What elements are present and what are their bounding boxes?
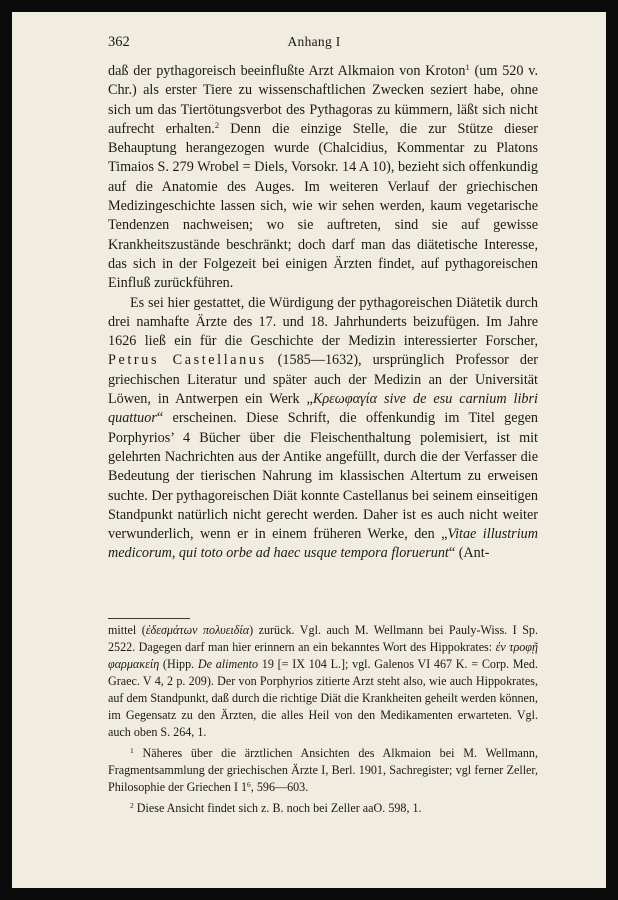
footnote-mark: 2 bbox=[130, 801, 134, 810]
book-page bbox=[12, 12, 606, 888]
running-title: Anhang I bbox=[287, 34, 341, 49]
text-span: (Hipp. bbox=[159, 657, 198, 671]
text-span: “ (Ant- bbox=[448, 545, 490, 562]
footnote-rule bbox=[108, 618, 190, 619]
text-span: Diese Ansicht findet sich z. B. noch bei Zeller aaO. 598, 1. bbox=[133, 801, 422, 815]
page-number: 362 bbox=[108, 34, 130, 50]
text-span: (um 520 v. Chr.) als erster Tiere zu wissenschaftlichen Zwecken seziert habe, ohne sich um das Tiertötungsverbot des Pythagoras zu kümmern, läßt sich nicht aufrecht erhalten. bbox=[108, 63, 538, 137]
text-span: ) zurück. Vgl. auch M. Wellmann bei Pauly-Wiss. I Sp. 2522. Dagegen darf man hier erinnern an ein bekanntes Wort des Hippokrates: bbox=[108, 623, 538, 654]
work-title: Κρεωφαγία sive de esu carnium libri quattuor bbox=[108, 391, 538, 427]
main-text bbox=[108, 62, 538, 564]
text-span: daß der pythagoreisch beeinflußte Arzt Alkmaion von Kroton bbox=[108, 63, 466, 79]
text-span: , 596—603. bbox=[250, 780, 309, 794]
paragraph-castellanus bbox=[108, 294, 538, 564]
footnote-2 bbox=[108, 800, 538, 817]
text-span: Denn die einzige Stelle, die zur Stütze dieser Behauptung herangezogen wurde (Chalcidius, Kommentar zu Platons Timaios S. 279 Wrobel = Diels, Vorsokr. 14 A 10), bezieht sich offenkundig auf die Anatomie des Auges. Im weiteren Verlauf der griechischen Medizingeschichte lassen sich, wie wir sehen werden, kaum vegetarische Tendenzen nachweisen; wo sie auftreten, sind sie auf gewisse Krankheitszustände beschränkt; doch darf man das diätetische Interesse, das sich in der Folgezeit bei einigen Ärzten findet, auf pythagoreischen Einfluß zurückführen. bbox=[108, 120, 538, 292]
text-span: Es sei hier gestattet, die Würdigung der pythagoreischen Diätetik durch drei namhafte Ärzte des 17. und 18. Jahrhunderts beizufügen. Im Jahre 1626 ließ ein für die Geschichte der Medizin interessierter Forscher, bbox=[108, 294, 538, 350]
page-header bbox=[108, 34, 520, 54]
edition-mark: 6 bbox=[247, 780, 251, 789]
text-span: “ erscheinen. Diese Schrift, die offenkundig im Titel gegen Porphyrios’ 4 Bücher über die Fleischenthaltung polemisiert, ist mit gelehrten Nachrichten aus der Antike angefüllt, durch die der Verfasser die Bedeutung der tierischen Nahrung im klassischen Altertum zu erweisen suchte. Der pythagoreischen Diät konnte Castellanus bei seinem einseitigen Standpunkt natürlich nicht gerecht werden. Daher ist es auch nicht weiter verwunderlich, wenn er in einem früheren Werke, den „ bbox=[108, 410, 538, 543]
footnote-continuation bbox=[108, 622, 538, 741]
text-span: Näheres über die ärztlichen Ansichten des Alkmaion bei M. Wellmann, Fragmentsammlung der griechischen Ärzte I, Berl. 1901, Sachregister; vgl ferner Zeller, Philosophie der Griechen I 1 bbox=[108, 746, 538, 794]
footnote-mark: 1 bbox=[130, 746, 134, 755]
text-span: (1585—1632), ursprünglich Professor der griechischen Literatur und später auch der Medizin an der Universität Löwen, in Antwerpen ein Werk „ bbox=[108, 352, 538, 408]
text-span: 19 [= IX 104 L.]; vgl. Galenos VI 467 K. = Corp. Med. Graec. V 4, 2 p. 209). Der von Porphyrios zitierte Arzt steht also, wie auch Hippokrates, auf dem Standpunkt, daß durch die richtige Diät die Krankheiten geheilt werden können, im Gegensatz zu den Ärzten, die alles Heil von den Medikamenten erwarteten. Vgl. auch oben S. 264, 1. bbox=[108, 657, 538, 739]
footnote-ref-1: 1 bbox=[465, 62, 470, 72]
greek-phrase: ἐδεσμάτων πολυειδία bbox=[145, 623, 250, 637]
work-title: De alimento bbox=[197, 657, 259, 671]
work-title: Vitae illustrium medicorum, qui toto orbe ad haec usque tempora floruerunt bbox=[108, 526, 538, 562]
text-span: mittel ( bbox=[108, 623, 146, 637]
greek-phrase: ἐν τροφῇ φαρμακείη bbox=[108, 640, 538, 671]
footnote-ref-2: 2 bbox=[214, 119, 220, 130]
paragraph-alkmaion bbox=[108, 62, 538, 294]
footnotes bbox=[108, 622, 538, 817]
footnote-1 bbox=[108, 745, 538, 796]
author-name: Petrus Castellanus bbox=[108, 352, 267, 369]
